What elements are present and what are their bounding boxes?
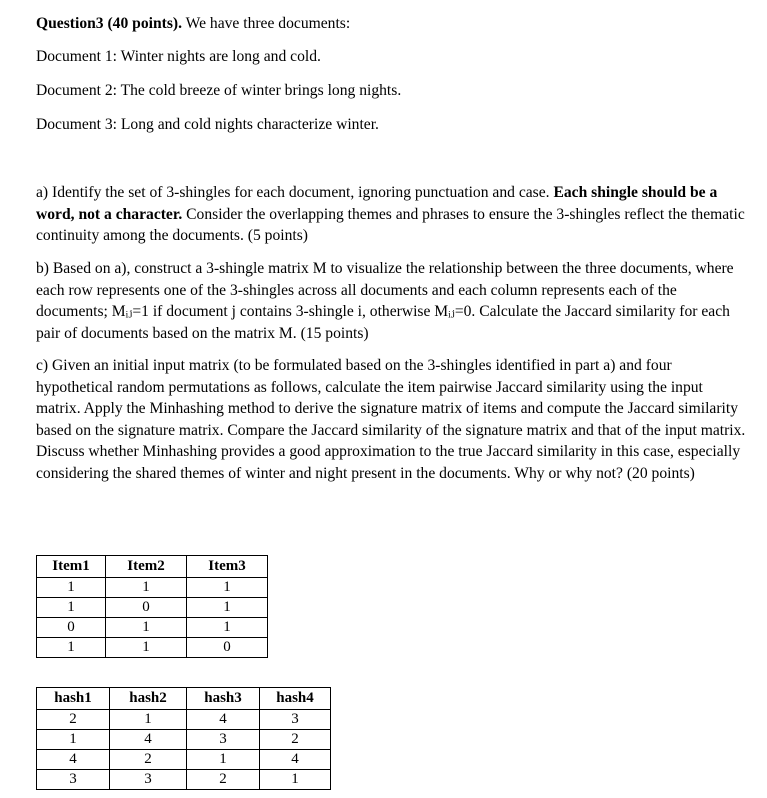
column-header: hash2 [110,688,187,710]
table-row [37,750,331,770]
question-heading: Question3 (40 points). [36,15,182,32]
column-header: Item2 [106,556,187,578]
table-cell: 3 [260,710,331,730]
table-cell: 1 [106,638,187,658]
table-cell: 4 [37,750,110,770]
table-cell: 1 [37,598,106,618]
table-row [37,638,268,658]
document-2: Document 2: The cold breeze of winter brings long nights. [36,82,402,99]
table-cell: 1 [187,750,260,770]
table-cell: 0 [187,638,268,658]
table-cell: 1 [187,578,268,598]
table-row [37,578,268,598]
question-title [36,14,350,34]
table-row [37,618,268,638]
table-cell: 1 [37,638,106,658]
document-1: Document 1: Winter nights are long and cold. [36,48,321,65]
question-intro: We have three documents: [182,15,351,32]
table-row [37,730,331,750]
table-cell: 1 [187,618,268,638]
part-c-paragraph: c) Given an initial input matrix (to be formulated based on the 3-shingles identified in part a) and four hypothetical random permutations as follows, calculate the item pairwise Jaccard similarity using the input matrix. Apply the Minhashing method to derive the signature matrix of items and compute the Jaccard similarity based on the signature matrix. Compare the Jaccard similarity of the signature matrix and that of the input matrix. Discuss whether Minhashing provides a good approximation to the true Jaccard similarity in this case, especially considering the shared themes of winter and night present in the documents. Why or why not? (20 points) [36,357,746,482]
table-cell: 2 [110,750,187,770]
column-header: hash4 [260,688,331,710]
table-cell: 1 [106,618,187,638]
table-cell: 4 [260,750,331,770]
column-header: hash3 [187,688,260,710]
table-cell: 1 [110,710,187,730]
table-cell: 3 [37,770,110,790]
part-a-text: a) Identify the set of 3-shingles for each document, ignoring punctuation and case. [36,184,554,201]
table-cell: 2 [187,770,260,790]
table-cell: 4 [187,710,260,730]
table-cell: 1 [106,578,187,598]
column-header: hash1 [37,688,110,710]
table-cell: 3 [110,770,187,790]
table-cell: 0 [37,618,106,638]
table-cell: 2 [37,710,110,730]
table-cell: 0 [106,598,187,618]
hash-matrix-table [36,687,331,790]
table-cell: 2 [260,730,331,750]
part-a-paragraph [36,182,748,247]
table-cell: 1 [37,578,106,598]
table-cell: 4 [110,730,187,750]
part-a-text-end: Consider the overlapping themes and phrases to ensure the 3-shingles reflect the thematic continuity among the documents. (5 points) [36,205,745,244]
table-cell: 1 [37,730,110,750]
table-row [37,710,331,730]
table-row [37,598,268,618]
table-header-row [37,688,331,710]
part-a-bold: Each shingle should be a word, not a character. [36,184,718,223]
column-header: Item1 [37,556,106,578]
table-cell: 1 [260,770,331,790]
table-header-row [37,556,268,578]
table-row [37,770,331,790]
input-matrix-table [36,555,268,658]
table-cell: 1 [187,598,268,618]
document-3: Document 3: Long and cold nights characterize winter. [36,116,379,133]
column-header: Item3 [187,556,268,578]
table-cell: 3 [187,730,260,750]
part-b-paragraph: b) Based on a), construct a 3-shingle matrix M to visualize the relationship between the three documents, where each row represents one of the 3-shingles across all documents and each column represents each of the documents; Mᵢⱼ=1 if document j contains 3-shingle i, otherwise Mᵢⱼ=0. Calculate the Jaccard similarity for each pair of documents based on the matrix M. (15 points) [36,260,734,342]
